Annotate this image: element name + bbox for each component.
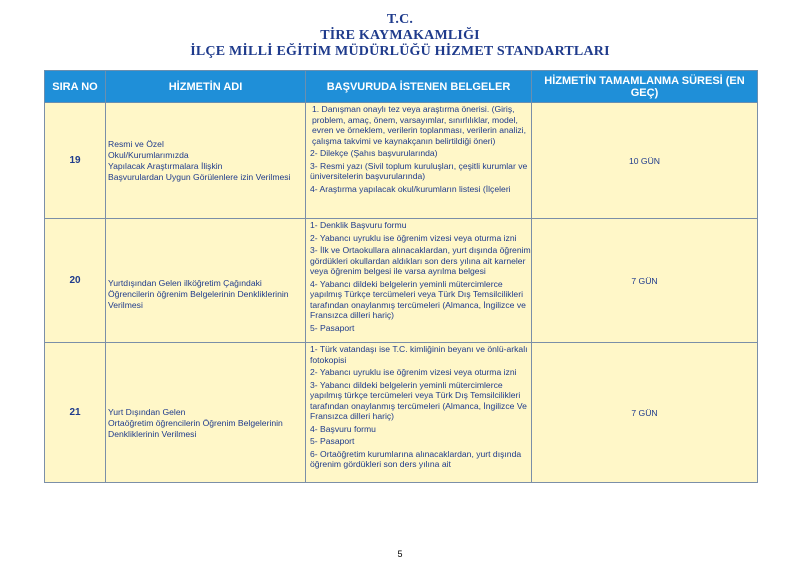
document-item: 4- Araştırma yapılacak okul/kurumların listesi (İlçeleri [310, 183, 511, 194]
document-item: 6- Ortaöğretim kurumlarına alınacaklardan, yurt dışında öğrenim gördükleri son ders yılına ait [310, 448, 522, 469]
service-name-line: Yurt Dışından Gelen [108, 407, 186, 417]
service-name-line: Ortaöğretim öğrencilerin Öğrenim Belgelerinin [108, 418, 283, 428]
service-name-line: Okul/Kurumlarımızda [108, 149, 189, 160]
completion-time: 7 GÜN [532, 219, 758, 343]
required-documents [306, 103, 532, 219]
completion-time: 7 GÜN [532, 343, 758, 483]
row-number: 21 [45, 343, 106, 483]
service-name [106, 219, 306, 343]
service-name [106, 343, 306, 483]
document-item: 1- Türk vatandaşı ise T.C. kimliğinin beyanı ve önlü-arkalı fotokopisi [310, 344, 528, 365]
row-number: 20 [45, 219, 106, 343]
header-line-3: İLÇE MİLLİ EĞİTİM MÜDÜRLÜĞÜ HİZMET STANDARTLARI [190, 44, 610, 59]
document-item: 5- Pasaport [310, 322, 355, 333]
column-header-name: HİZMETİN ADI [106, 71, 306, 103]
service-name-line: Yapılacak Araştırmalara İlişkin [108, 160, 223, 171]
header-line-2: TİRE KAYMAKAMLIĞI [320, 28, 480, 43]
required-documents [306, 343, 532, 483]
service-name-line: Verilmesi [108, 300, 143, 310]
column-header-documents: BAŞVURUDA İSTENEN BELGELER [306, 71, 532, 103]
document-item: 5- Pasaport [310, 436, 355, 446]
column-header-no: SIRA NO [45, 71, 106, 103]
document-item: 3- İlk ve Ortaokullara alınacaklardan, yurt dışında öğrenim gördükleri okullardan aldıkları son ders yılına ait karneler veya öğrenim belgesi ile varsa ayrılma belgesi [310, 245, 531, 276]
service-name-line: Başvurulardan Uygun Görülenlere izin Verilmesi [108, 171, 291, 182]
service-name-line: Denkliklerinin Verilmesi [108, 429, 197, 439]
row-number: 19 [45, 103, 106, 219]
service-name-line: Yurtdışından Gelen ilköğretim Çağındaki [108, 278, 262, 288]
table-header-row [45, 71, 758, 103]
document-item: 4- Başvuru formu [310, 423, 376, 434]
service-name-line: Öğrencilerin öğrenim Belgelerinin Denkliklerinin [108, 289, 289, 299]
document-item: 2- Yabancı uyruklu ise öğrenim vizesi veya oturma izni [310, 232, 517, 243]
service-standards-table [44, 70, 758, 483]
document-item: 1. Danışman onaylı tez veya araştırma önerisi. (Giriş, problem, amaç, önem, varsayımlar, sınırlılıklar, model, evren ve örneklem, verilerin toplanması, verilerin analizi, çalışma takvimi ve kaynakçanın belirtildiği öneri) [312, 104, 526, 146]
table-row [45, 219, 758, 343]
document-item: 2- Yabancı uyruklu ise öğrenim vizesi veya oturma izni [310, 367, 517, 377]
completion-time: 10 GÜN [532, 103, 758, 219]
document-header [0, 12, 800, 60]
service-name-line: Resmi ve Özel [108, 138, 164, 149]
column-header-duration: HİZMETİN TAMAMLANMA SÜRESİ (EN GEÇ) [532, 71, 758, 103]
page-number: 5 [397, 549, 403, 559]
required-documents [306, 219, 532, 343]
document-item: 2- Dilekçe (Şahıs başvurularında) [310, 148, 438, 158]
document-item: 3- Resmi yazı (Sivil toplum kuruluşları, çeşitli kurumlar ve üniversitelerin başvurularında) [310, 160, 528, 181]
header-line-1: T.C. [386, 12, 414, 27]
table-row [45, 103, 758, 219]
service-name [106, 103, 306, 219]
document-item: 3- Yabancı dildeki belgelerin yeminli mütercimlerce yapılmış türkçe tercümeleri veya Türk Dış Temsilcilikleri tarafından onaylanmış tercümeleri (Almanca, İngilizce Ve Fransızca dilleri hariç) [310, 379, 527, 421]
document-item: 4- Yabancı dildeki belgelerin yeminli mütercimlerce yapılmış Türkçe tercümeleri veya Türk Dış Temsilcilikleri tarafından onaylanmış tercümeleri (Almanca, İngilizce ve Fransızca dilleri hariç) [310, 278, 526, 320]
document-item: 1- Denklik Başvuru formu [310, 220, 407, 230]
table-row [45, 343, 758, 483]
